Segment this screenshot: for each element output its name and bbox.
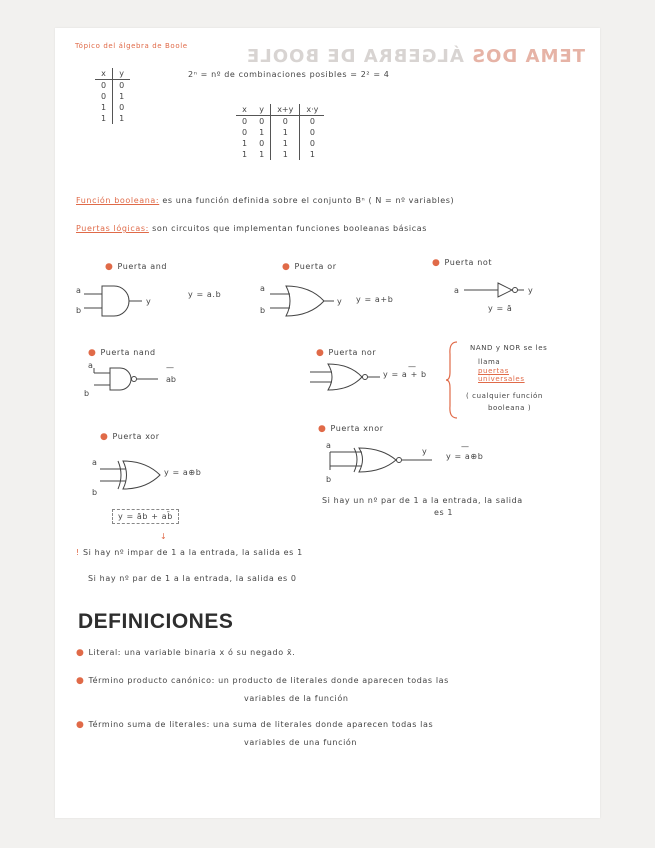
t1-header-y: y <box>113 68 131 80</box>
xnor-expression: y = a⊕b <box>446 452 484 461</box>
nor-gate-diagram <box>308 360 383 394</box>
or-input-a: a <box>260 284 265 293</box>
universal-note-line2: llama <box>478 358 501 366</box>
t2-cell: 0 <box>242 117 248 126</box>
def-producto-line2: variables de la función <box>244 694 349 703</box>
t2-cell: 0 <box>309 128 315 137</box>
nor-gate-title: ● Puerta nor <box>316 348 377 358</box>
not-gate-diagram <box>452 278 542 302</box>
nand-overline: — <box>166 363 174 372</box>
and-gate-diagram <box>74 280 164 322</box>
xnor-output-y: y <box>422 447 427 456</box>
universal-note-line1: NAND y NOR se les <box>470 344 548 352</box>
t1-cell: 0 <box>95 91 113 102</box>
xnor-note-line2: es 1 <box>434 508 454 517</box>
t2-cell: 0 <box>271 116 300 128</box>
def-literal: ● Literal: una variable binaria x ó su negado x̄. <box>76 648 296 658</box>
universal-note-line4: booleana ) <box>488 404 532 412</box>
t2-row <box>236 116 324 128</box>
t1-row <box>95 91 130 102</box>
puertas-logicas-text: son circuitos que implementan funciones booleanas básicas <box>152 224 428 233</box>
puertas-logicas-line <box>76 224 427 234</box>
t1-row <box>95 102 130 113</box>
universal-note-highlight: puertas universales <box>478 367 525 384</box>
t2-cell: 1 <box>253 127 271 138</box>
xor-formula: y = āb + ab̄ <box>112 509 179 524</box>
or-input-b: b <box>260 306 266 315</box>
t1-cell: 0 <box>119 81 125 90</box>
xnor-gate-title: ● Puerta xnor <box>318 424 384 434</box>
and-input-b: b <box>76 306 82 315</box>
xor-gate-shape <box>123 461 160 489</box>
def-producto-line1: ● Término producto canónico: un producto de literales donde aparecen todas las <box>76 676 449 686</box>
xor-expression: y = a⊕b <box>164 468 202 477</box>
ghost-title-main: ÁLGEBRA DE BOOLE <box>245 46 464 67</box>
xor-gate-diagram <box>90 455 170 495</box>
or-expression: y = a+b <box>356 295 394 304</box>
def-suma-line1: ● Término suma de literales: una suma de literales donde aparecen todas las <box>76 720 434 730</box>
or-gate-shape <box>286 286 324 316</box>
truth-table-xy <box>95 68 130 124</box>
xor-input-b: b <box>92 488 98 495</box>
xnor-note-line1: Si hay un nº par de 1 a la entrada, la salida <box>322 496 523 505</box>
xor-gate-extra-curve <box>118 461 121 489</box>
t1-row <box>95 80 130 92</box>
t1-cell: 1 <box>119 92 125 101</box>
xor-formula-box <box>112 512 179 522</box>
or-output-y: y <box>337 297 342 306</box>
not-expression: y = ā <box>488 304 513 313</box>
t2-row <box>236 138 324 149</box>
nand-gate-diagram <box>80 360 190 400</box>
t2-header-or: x+y <box>271 104 300 116</box>
nor-expression: y = a + b <box>383 370 427 379</box>
t2-cell: 0 <box>253 116 271 128</box>
t1-cell: 1 <box>95 102 113 113</box>
t2-cell: 1 <box>271 127 300 138</box>
funcion-booleana-term: Función booleana: <box>76 196 160 205</box>
t2-cell: 1 <box>271 138 300 149</box>
t1-cell: 1 <box>119 114 125 123</box>
and-gate-title: ● Puerta and <box>105 262 168 272</box>
xnor-gate-shape <box>359 448 396 472</box>
or-gate-diagram <box>258 280 353 322</box>
t2-cell: 1 <box>309 150 315 159</box>
xor-arrow: ↓ <box>160 532 168 541</box>
universal-note-line3: ( cualquier función <box>466 392 543 400</box>
t2-header-x: x <box>236 104 253 116</box>
xor-note-odd: ! Si hay nº impar de 1 a la entrada, la salida es 1 <box>76 548 303 557</box>
xnor-input-b: b <box>326 475 332 484</box>
not-output-y: y <box>528 286 533 295</box>
and-expression: y = a.b <box>188 290 222 299</box>
ghost-title <box>246 46 585 67</box>
nand-gate-title: ● Puerta nand <box>88 348 156 358</box>
not-gate-shape <box>498 283 512 297</box>
t1-cell: 1 <box>95 113 113 124</box>
t2-cell: 0 <box>309 139 315 148</box>
topic-header: Tópico del álgebra de Boole <box>75 42 188 50</box>
t2-header-y: y <box>253 104 271 116</box>
and-input-a: a <box>76 286 81 295</box>
combinations-note: 2ⁿ = nº de combinaciones posibles = 2² = 4 <box>188 70 390 79</box>
and-output-y: y <box>146 297 151 306</box>
brace <box>445 340 459 420</box>
definiciones-title: DEFINICIONES <box>78 610 234 633</box>
not-input-a: a <box>454 286 459 295</box>
nor-overline: — <box>408 362 417 371</box>
xnor-gate-diagram <box>322 440 442 486</box>
not-gate-title: ● Puerta not <box>432 258 493 268</box>
t2-cell: 0 <box>309 117 315 126</box>
t2-row <box>236 149 324 160</box>
t2-cell: 1 <box>242 150 248 159</box>
t2-cell: 1 <box>253 149 271 160</box>
t2-cell: 0 <box>242 128 248 137</box>
ghost-title-prefix: TEMA DOS <box>471 46 585 67</box>
xor-gate-title: ● Puerta xor <box>100 432 160 442</box>
nor-gate-shape <box>328 364 362 390</box>
nand-input-b: b <box>84 389 90 398</box>
funcion-booleana-text: es una función definida sobre el conjunto Bⁿ ( N = nº variables) <box>162 196 455 205</box>
t2-cell: 1 <box>271 149 300 160</box>
nand-output: ab <box>166 375 176 384</box>
t1-header-x: x <box>95 68 113 80</box>
nand-input-a: a <box>88 361 93 370</box>
xnor-input-a: a <box>326 441 331 450</box>
xor-note-mark: ! <box>76 548 80 557</box>
nand-gate-shape <box>110 368 131 390</box>
t1-row <box>95 113 130 124</box>
or-gate-title: ● Puerta or <box>282 262 337 272</box>
xor-note-even: Si hay nº par de 1 a la entrada, la salida es 0 <box>88 574 297 583</box>
puertas-logicas-term: Puertas lógicas: <box>76 224 149 233</box>
t2-row <box>236 127 324 138</box>
funcion-booleana-line <box>76 196 454 206</box>
and-gate-shape <box>102 286 129 316</box>
t1-cell: 0 <box>95 80 113 92</box>
xor-input-a: a <box>92 458 97 467</box>
t2-cell: 1 <box>242 139 248 148</box>
xnor-overline: — <box>461 442 470 451</box>
def-suma-line2: variables de una función <box>244 738 358 747</box>
t1-cell: 0 <box>119 103 125 112</box>
t2-header-and: x·y <box>300 104 325 116</box>
t2-cell: 0 <box>253 138 271 149</box>
truth-table-or-and <box>236 104 324 160</box>
